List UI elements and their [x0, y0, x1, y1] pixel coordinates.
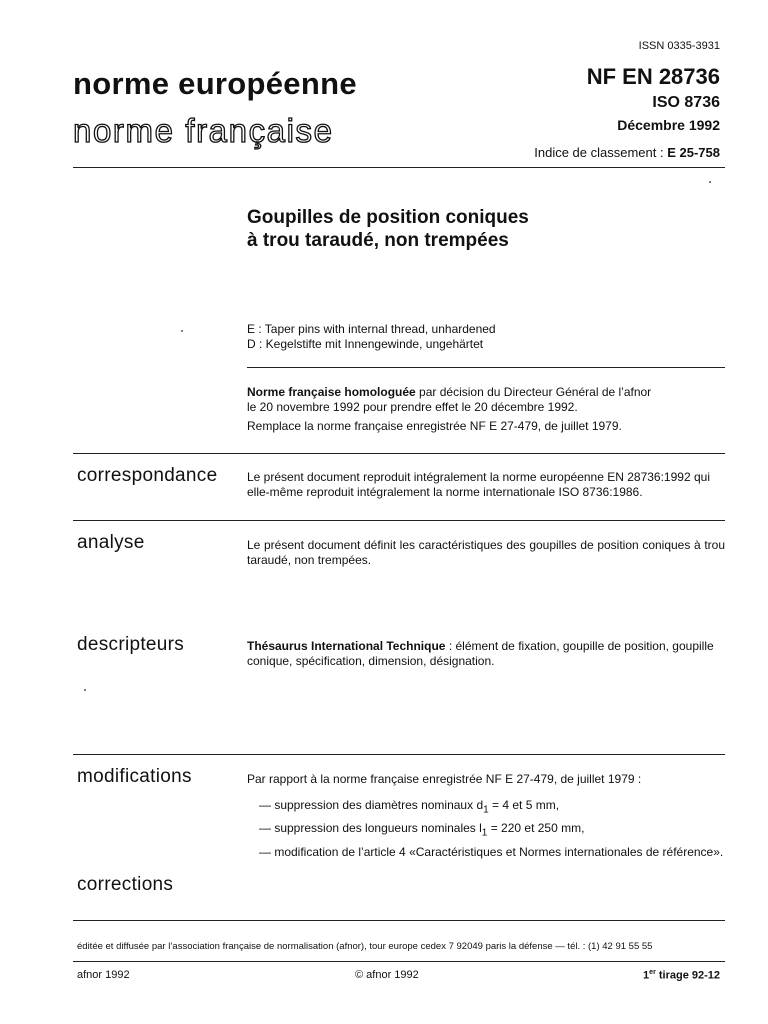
footer-divider — [73, 920, 725, 921]
document-title — [247, 206, 529, 252]
indice-classement — [534, 145, 720, 160]
modification-item-1: — suppression des diamètres nominaux $d_1 = 4$ et 5 mm, — [259, 798, 560, 816]
scan-speck — [709, 181, 711, 183]
modifications-list — [259, 797, 725, 862]
publication-date: Décembre 1992 — [617, 117, 720, 133]
footer-copyright: © afnor 1992 — [355, 969, 419, 981]
modifications-intro: Par rapport à la norme française enregistrée NF E 27-479, de juillet 1979 : — [247, 772, 642, 786]
document-title-line2: à trou taraudé, non trempées — [247, 230, 509, 251]
analyse-text: Le présent document définit les caractéristiques des goupilles de position coniques à trou taraudé, non trempées. — [247, 538, 725, 567]
scan-speck — [84, 689, 86, 691]
section-label-analyse: analyse — [77, 532, 145, 553]
title-german: D : Kegelstifte mit Innengewinde, ungehärtet — [247, 337, 484, 351]
descripteurs-text — [247, 639, 725, 669]
descripteurs-lead: Thésaurus International Technique — [247, 639, 446, 653]
descripteurs-body: : élément de fixation, goupille de position, goupille conique, spécification, dimension, désignation. — [247, 639, 714, 668]
scan-speck — [181, 330, 183, 332]
homologation-line1: par décision du Directeur Général de l’afnor — [415, 385, 652, 399]
footer-bottom-divider — [73, 961, 725, 962]
section-label-corrections: corrections — [77, 874, 174, 895]
indice-value: E 25-758 — [667, 145, 720, 160]
section-label-descripteurs: descripteurs — [77, 634, 185, 655]
title-norme-francaise: norme française — [73, 112, 334, 149]
document-title-line1: Goupilles de position coniques — [247, 207, 529, 228]
homologation-lead: Norme française homologuée — [247, 385, 416, 399]
correspondance-divider — [73, 520, 725, 521]
iso-code: ISO 8736 — [652, 94, 720, 111]
distribution-notice: éditée et diffusée par l’association française de normalisation (afnor), tour europe cedex 7 92049 paris la défense — tél. : (1) 42 91 55 55 — [77, 941, 653, 952]
homologation-line2: le 20 novembre 1992 pour prendre effet le 20 décembre 1992. — [247, 400, 578, 414]
homologation-block — [247, 385, 717, 434]
header-divider — [73, 167, 725, 168]
correspondance-text: Le présent document reproduit intégralement la norme européenne EN 28736:1992 qui elle-même reproduit intégralement la norme internationale ISO 8736:1986. — [247, 470, 710, 499]
indice-label: Indice de classement : — [534, 145, 664, 160]
section-label-modifications: modifications — [77, 766, 192, 787]
footer-publisher: afnor 1992 — [77, 969, 130, 981]
translated-titles — [247, 322, 496, 352]
title-english: E : Taper pins with internal thread, unhardened — [247, 322, 496, 336]
footer-print-run: 1er tirage 92-12 — [643, 969, 720, 982]
issn-number: ISSN 0335-3931 — [638, 40, 720, 52]
homologation-line3: Remplace la norme française enregistrée NF E 27-479, de juillet 1979. — [247, 419, 622, 433]
title-divider — [247, 367, 725, 368]
title-norme-europeenne: norme européenne — [73, 66, 357, 101]
homologation-divider — [73, 453, 725, 454]
section-label-correspondance: correspondance — [77, 465, 218, 486]
modification-item-2: — suppression des longueurs nominales $l_1 = 220$ et 250 mm, — [259, 821, 585, 839]
descripteurs-divider — [73, 754, 725, 755]
modification-item-3: — modification de l’article 4 «Caractéristiques et Normes internationales de référence». — [259, 844, 724, 859]
nf-code: NF EN 28736 — [586, 64, 720, 89]
